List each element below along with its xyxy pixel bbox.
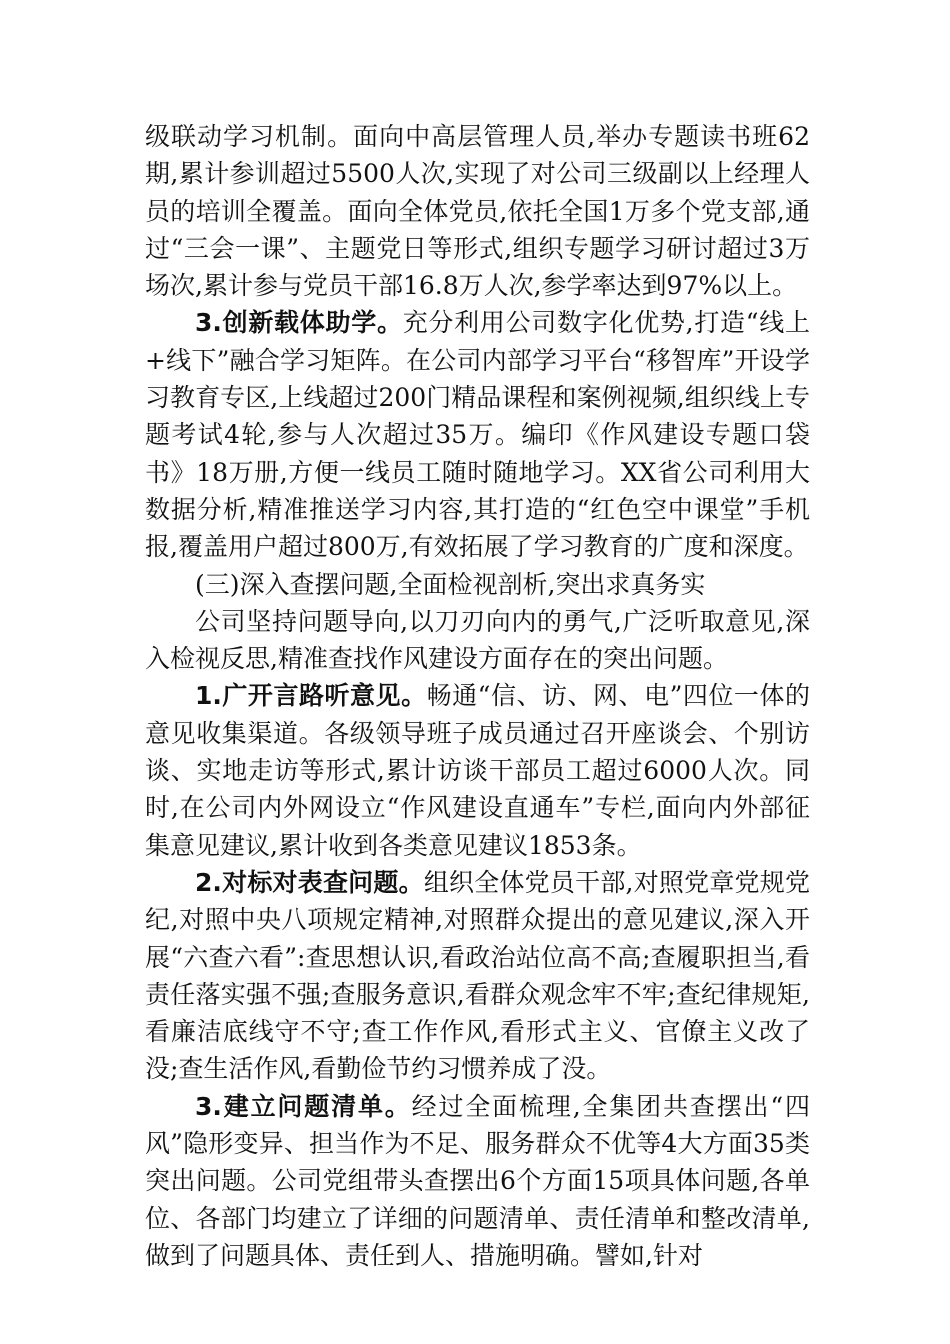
paragraph-lead: 1.广开言路听意见。 bbox=[195, 681, 427, 711]
paragraph-problem-list bbox=[145, 1088, 810, 1274]
paragraph-problem-orientation bbox=[145, 603, 810, 678]
document-body bbox=[145, 118, 810, 1274]
section-heading bbox=[145, 566, 810, 603]
paragraph-text: 组织全体党员干部,对照党章党规党纪,对照中央八项规定精神,对照群众提出的意见建议,深入开展“六查六看”:查思想认识,看政治站位高不高;查履职担当,看责任落实强不强;查服务意识,看群众观念牢不牢;查纪律规矩,看廉洁底线守不守;查工作作风,看形式主义、官僚主义改了没;查生活作风,看勤俭节约习惯养成了没。 bbox=[145, 867, 810, 1084]
paragraph-continued bbox=[145, 118, 810, 304]
paragraph-innovate-carrier bbox=[145, 304, 810, 565]
paragraph-listen-opinions bbox=[145, 677, 810, 863]
paragraph-lead: 3.创新载体助学。 bbox=[195, 308, 403, 338]
paragraph-benchmark-check bbox=[145, 864, 810, 1088]
paragraph-text: 经过全面梳理,全集团共查摆出“四风”隐形变异、担当作为不足、服务群众不优等4大方面35类突出问题。公司党组带头查摆出6个方面15项具体问题,各单位、各部门均建立了详细的问题清单、责任清单和整改清单,做到了问题具体、责任到人、措施明确。譬如,针对 bbox=[145, 1091, 810, 1270]
paragraph-lead: 2.对标对表查问题。 bbox=[195, 867, 424, 897]
paragraph-text: 充分利用公司数字化优势,打造“线上+线下”融合学习矩阵。在公司内部学习平台“移智库”开设学习教育专区,上线超过200门精品课程和案例视频,组织线上专题考试4轮,参与人次超过35万。编印《作风建设专题口袋书》18万册,方便一线员工随时随地学习。XX省公司利用大数据分析,精准推送学习内容,其打造的“红色空中课堂”手机报,覆盖用户超过800万,有效拓展了学习教育的广度和深度。 bbox=[145, 308, 810, 562]
paragraph-lead: 3.建立问题清单。 bbox=[195, 1091, 412, 1121]
section-heading-text: (三)深入查摆问题,全面检视剖析,突出求真务实 bbox=[195, 569, 706, 599]
paragraph-text: 畅通“信、访、网、电”四位一体的意见收集渠道。各级领导班子成员通过召开座谈会、个别访谈、实地走访等形式,累计访谈干部员工超过6000人次。同时,在公司内外网设立“作风建设直通车”专栏,面向内外部征集意见建议,累计收到各类意见建议1853条。 bbox=[145, 681, 810, 860]
paragraph-text: 级联动学习机制。面向中高层管理人员,举办专题读书班62期,累计参训超过5500人次,实现了对公司三级副以上经理人员的培训全覆盖。面向全体党员,依托全国1万多个党支部,通过“三会一课”、主题党日等形式,组织专题学习研讨超过3万场次,累计参与党员干部16.8万人次,参学率达到97%以上。 bbox=[145, 122, 810, 301]
paragraph-text: 公司坚持问题导向,以刀刃向内的勇气,广泛听取意见,深入检视反思,精准查找作风建设方面存在的突出问题。 bbox=[145, 606, 810, 674]
